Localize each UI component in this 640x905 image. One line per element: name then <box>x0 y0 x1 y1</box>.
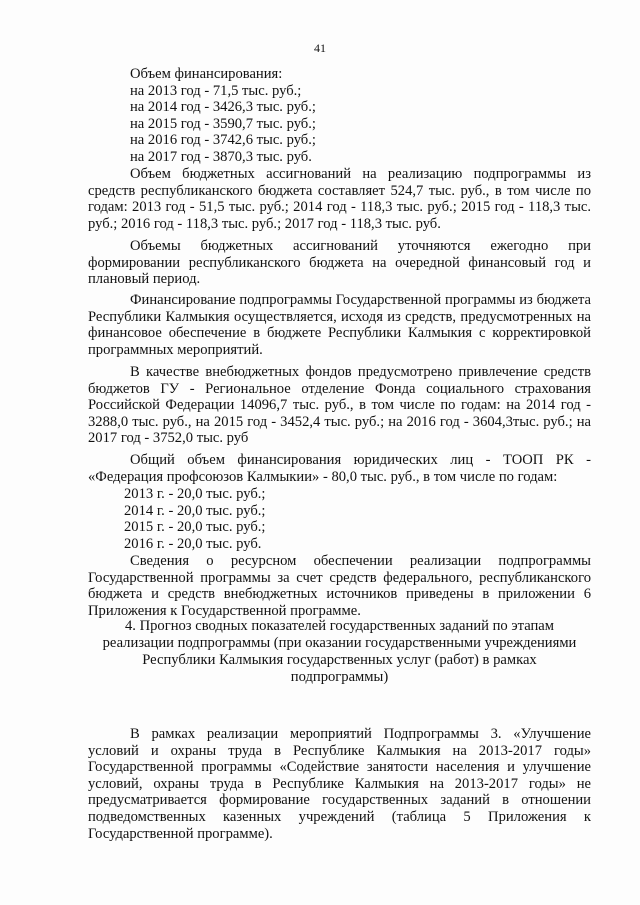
section-heading <box>88 618 591 686</box>
budget-allocations-paragraph: Объем бюджетных ассигнований на реализацию подпрограммы из средств республиканского бюджета составляет 524,7 тыс. руб., в том числе по годам: 2013 год - 51,5 тыс. руб.; 2014 год - 118,3 тыс. руб.; 2015 год - 118,3 тыс. руб.; 2016 год - 118,3 тыс. руб.; 2017 год - 118,3 тыс. руб. <box>88 166 591 232</box>
section-heading-line-2: реализации подпрограммы (при оказании государственными учреждениями <box>102 635 577 651</box>
section-heading-line-4: подпрограммы) <box>290 669 389 685</box>
resources-info-block <box>88 553 591 619</box>
funding-source-block <box>88 292 591 358</box>
extrabudgetary-block <box>88 364 591 447</box>
section-heading-line-1: 4. Прогноз сводных показателей государственных заданий по этапам <box>124 618 554 634</box>
legal-entities-year-2013: 2013 г. - 20,0 тыс. руб.; <box>124 486 266 502</box>
legal-entities-paragraph: Общий объем финансирования юридических лиц - ТООП РК - «Федерация профсоюзов Калмыкии» - 80,0 тыс. руб., в том числе по годам: <box>88 452 591 485</box>
financing-year-2013: на 2013 год - 71,5 тыс. руб.; <box>130 82 302 99</box>
funding-source-paragraph: Финансирование подпрограммы Государственной программы из бюджета Республики Калмыкия осуществляется, исходя из средств, предусмотренных на финансовое обеспечение в бюджете Республики Калмыкия с корректировкой программных мероприятий. <box>88 292 591 358</box>
legal-entities-block <box>88 452 591 485</box>
resources-info-paragraph: Сведения о ресурсном обеспечении реализации подпрограммы Государственной программы за счет средств федерального, республиканского бюджета и средств внебюджетных источников приведены в приложении 6 Приложения к Государственной программе. <box>88 553 591 619</box>
financing-title: Объем финансирования: <box>130 66 283 82</box>
financing-year-2015: на 2015 год - 3590,7 тыс. руб.; <box>130 115 316 132</box>
legal-entities-year-2016: 2016 г. - 20,0 тыс. руб. <box>124 535 262 552</box>
financing-year-2014: на 2014 год - 3426,3 тыс. руб.; <box>130 99 316 116</box>
extrabudgetary-paragraph: В качестве внебюджетных фондов предусмотрено привлечение средств бюджетов ГУ - Региональное отделение Фонда социального страхования Российской Федерации 14096,7 тыс. руб., в том числе по годам: на 2014 год - 3288,0 тыс. руб., на 2015 год - 3452,4 тыс. руб.; на 2016 год - 3604,3тыс. руб.; на 2017 год - 3752,0 тыс. руб <box>88 364 591 447</box>
page-number: 41 <box>314 41 326 55</box>
section-heading-line-3: Республики Калмыкия государственных услуг (работ) в рамках <box>142 652 537 668</box>
financing-block <box>130 66 590 166</box>
financing-year-2017: на 2017 год - 3870,3 тыс. руб. <box>130 148 312 165</box>
legal-entities-year-2014: 2014 г. - 20,0 тыс. руб.; <box>124 502 266 519</box>
legal-entities-year-2015: 2015 г. - 20,0 тыс. руб.; <box>124 519 266 536</box>
final-paragraph: В рамках реализации мероприятий Подпрограммы 3. «Улучшение условий и охраны труда в Республике Калмыкия на 2013-2017 годы» Государственной программы «Содействие занятости населения и улучшение условий, охраны труда в Республике Калмыкия на 2013-2017 годы» не предусматривается формирование государственных заданий в отношении подведомственных казенных учреждений (таблица 5 Приложения к Государственной программе). <box>88 726 591 842</box>
financing-year-2016: на 2016 год - 3742,6 тыс. руб.; <box>130 132 316 149</box>
allocations-refined-block <box>88 238 591 288</box>
legal-entities-years-block <box>124 486 584 552</box>
final-paragraph-block <box>88 726 591 842</box>
allocations-refined-paragraph: Объемы бюджетных ассигнований уточняются ежегодно при формировании республиканского бюджета на очередной финансовый год и плановый период. <box>88 238 591 288</box>
budget-allocations-block <box>88 166 591 232</box>
